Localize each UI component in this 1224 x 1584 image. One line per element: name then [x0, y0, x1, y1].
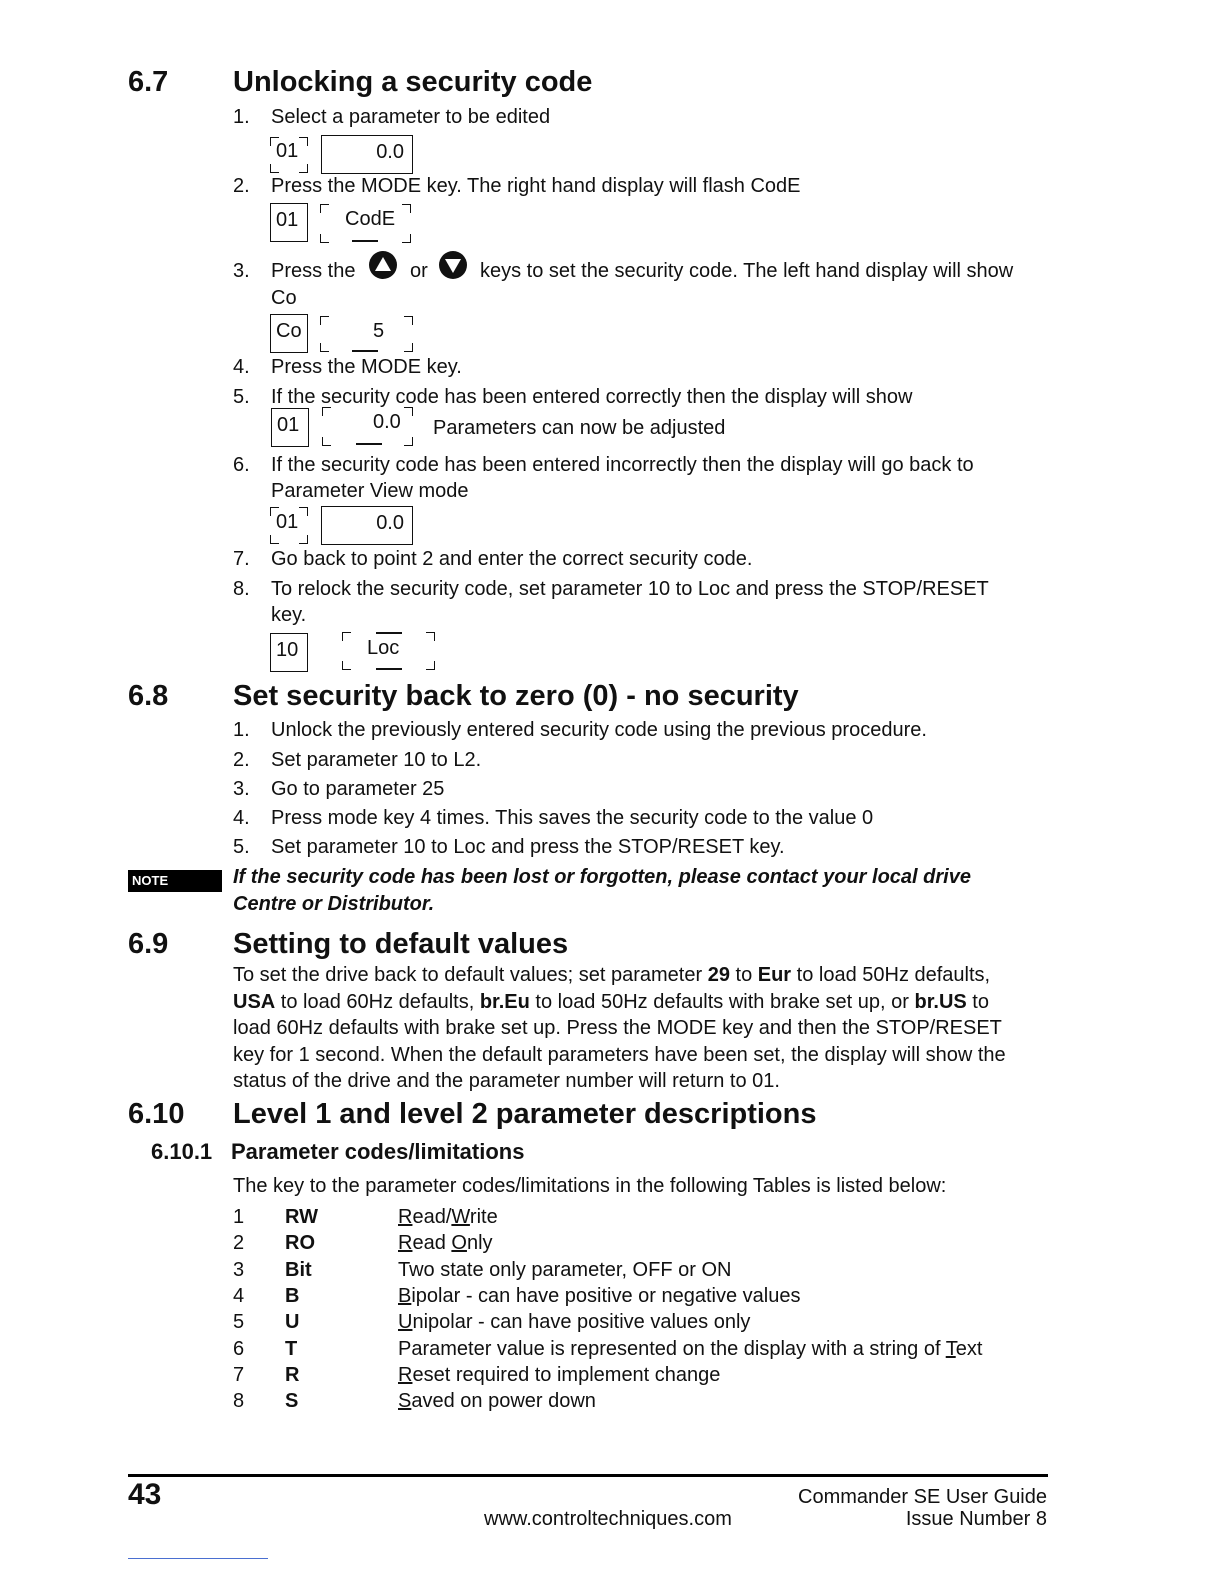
key-index: 7: [233, 1364, 245, 1386]
section-title-6-7: Unlocking a security code: [233, 66, 593, 98]
key-mnemonic-letter: W: [451, 1206, 470, 1228]
text: key for 1 second. When the default parameters have been set, the display will show the: [233, 1043, 1006, 1066]
key-mnemonic-letter: S: [398, 1390, 412, 1412]
key-code: B: [285, 1285, 300, 1307]
key-code: T: [285, 1338, 298, 1360]
step-number: 6.: [233, 454, 250, 476]
key-description: [398, 1388, 596, 1414]
key-code: S: [285, 1390, 299, 1412]
key-description-text: nly: [466, 1232, 493, 1254]
display-right: 0.0: [376, 512, 404, 534]
step-text: Go back to point 2 and enter the correct security code.: [271, 548, 753, 570]
step-number: 2.: [233, 749, 250, 771]
display-left: Co: [276, 320, 302, 342]
key-description-text: Two state only parameter, OFF or ON: [398, 1259, 732, 1281]
key-description: [398, 1230, 493, 1256]
note-badge: NOTE: [128, 870, 222, 892]
key-description: [398, 1309, 750, 1335]
display-left: 01: [277, 414, 300, 436]
step-number: 3.: [233, 778, 250, 800]
value-eur: Eur: [757, 964, 792, 986]
step-text: Press the: [271, 260, 356, 282]
step-text: Press the MODE key.: [271, 356, 462, 378]
note-line: If the security code has been lost or forgotten, please contact your local drive: [233, 866, 971, 888]
key-description-text: eset required to implement change: [412, 1364, 721, 1386]
value-usa: USA: [233, 990, 276, 1013]
text: to: [729, 964, 758, 986]
display-right-box: [321, 506, 413, 545]
subsection-number: 6.10.1: [151, 1139, 213, 1164]
key-description-text: ext: [955, 1338, 983, 1360]
key-mnemonic-letter: R: [398, 1206, 413, 1228]
link-underline: [128, 1558, 268, 1559]
display-right-box: [321, 135, 413, 174]
step-text: Press the MODE key. The right hand display will flash CodE: [271, 175, 801, 197]
key-description-text: aved on power down: [411, 1390, 596, 1412]
step-number: 1.: [233, 719, 250, 741]
section-number-6-8: 6.8: [128, 680, 169, 712]
key-description-text: ead/: [412, 1206, 452, 1228]
step-number: 4.: [233, 807, 250, 829]
key-code: RO: [285, 1232, 315, 1254]
step-text: Press mode key 4 times. This saves the security code to the value 0: [271, 807, 874, 829]
display-left-box: [270, 203, 308, 242]
step-text: Unlock the previously entered security code using the previous procedure.: [271, 719, 927, 741]
step-note: Parameters can now be adjusted: [433, 417, 726, 439]
key-description-text: Parameter value is represented on the display with a string of: [398, 1338, 946, 1360]
note-line: Centre or Distributor.: [233, 893, 435, 915]
section-number-6-9: 6.9: [128, 928, 169, 960]
text: to load 50Hz defaults with brake set up, or: [529, 990, 915, 1013]
section-title-6-8: Set security back to zero (0) - no security: [233, 680, 799, 712]
step-number: 8.: [233, 578, 250, 600]
step-text: Set parameter 10 to Loc and press the STOP/RESET key.: [271, 836, 785, 858]
step-text: Parameter View mode: [271, 480, 469, 502]
display-right: 0.0: [376, 141, 404, 163]
display-left: 01: [276, 140, 299, 162]
display-left: 10: [276, 639, 299, 661]
value-br-us: br.US: [914, 990, 967, 1013]
key-code: U: [285, 1311, 300, 1333]
display-left-box: [270, 633, 308, 672]
guide-title: Commander SE User Guide: [798, 1486, 1047, 1508]
step-number: 5.: [233, 386, 250, 408]
display-right: 5: [373, 320, 385, 342]
key-description: [398, 1336, 982, 1362]
step-text: Select a parameter to be edited: [271, 106, 551, 128]
display-right: CodE: [345, 208, 396, 230]
section-title-6-9: Setting to default values: [233, 928, 569, 960]
text: status of the drive and the parameter number will return to 01.: [233, 1070, 780, 1092]
text: To set the drive back to default values; set parameter: [233, 964, 708, 986]
key-description-text: ead: [412, 1232, 452, 1254]
key-index: 3: [233, 1259, 245, 1281]
step-text: Go to parameter 25: [271, 778, 445, 800]
key-index: 4: [233, 1285, 245, 1307]
display-left-box: [270, 314, 308, 353]
step-text: Co: [271, 287, 297, 309]
display-left: 01: [276, 209, 299, 231]
footer-rule: [128, 1474, 1048, 1477]
section-number-6-7: 6.7: [128, 66, 169, 98]
key-index: 2: [233, 1232, 245, 1254]
value-br-eu: br.Eu: [479, 990, 530, 1013]
issue-number: Issue Number 8: [905, 1508, 1047, 1530]
key-intro: The key to the parameter codes/limitations in the following Tables is listed below:: [233, 1175, 947, 1197]
key-code: Bit: [285, 1259, 312, 1281]
step-number: 7.: [233, 548, 250, 570]
key-index: 1: [233, 1206, 245, 1228]
key-mnemonic-letter: T: [945, 1338, 956, 1360]
up-arrow-key-icon: [369, 251, 397, 279]
key-code: R: [285, 1364, 300, 1386]
key-description: [398, 1362, 720, 1388]
step-text: Set parameter 10 to L2.: [271, 749, 482, 771]
key-mnemonic-letter: O: [451, 1232, 467, 1254]
step-number: 4.: [233, 356, 250, 378]
key-description: [398, 1204, 498, 1230]
text: load 60Hz defaults with brake set up. Press the MODE key and then the STOP/RESET: [233, 1017, 1002, 1039]
key-description: [398, 1257, 731, 1283]
default-values-paragraph: [233, 962, 1053, 1095]
section-number-6-10: 6.10: [128, 1098, 185, 1130]
key-index: 6: [233, 1338, 245, 1360]
key-index: 8: [233, 1390, 245, 1412]
key-description-text: ipolar - can have positive or negative values: [411, 1285, 801, 1307]
text: to load 60Hz defaults,: [275, 990, 480, 1013]
down-arrow-key-icon: [439, 251, 467, 279]
page-number: 43: [128, 1478, 162, 1511]
note-text: [233, 864, 971, 918]
website-url: www.controltechniques.com: [484, 1508, 732, 1530]
key-mnemonic-letter: B: [398, 1285, 412, 1307]
text: to load 50Hz defaults,: [791, 964, 991, 986]
param-number: 29: [707, 964, 730, 986]
step-number: 5.: [233, 836, 250, 858]
display-right: Loc: [367, 637, 400, 659]
step-text: If the security code has been entered incorrectly then the display will go back to: [271, 454, 974, 476]
display-left: 01: [276, 511, 299, 533]
text: to: [966, 990, 989, 1013]
key-mnemonic-letter: R: [398, 1364, 413, 1386]
display-right: 0.0: [373, 411, 401, 433]
step-text: To relock the security code, set parameter 10 to Loc and press the STOP/RESET: [271, 578, 989, 600]
key-description-text: nipolar - can have positive values only: [412, 1311, 751, 1333]
key-description: [398, 1283, 800, 1309]
step-number: 2.: [233, 175, 250, 197]
key-mnemonic-letter: R: [398, 1232, 413, 1254]
step-text-or: or: [410, 260, 428, 282]
key-description-text: rite: [469, 1206, 498, 1228]
step-number: 3.: [233, 260, 250, 282]
key-index: 5: [233, 1311, 245, 1333]
key-code: RW: [285, 1206, 318, 1228]
step-text: keys to set the security code. The left hand display will show: [480, 260, 1014, 282]
step-number: 1.: [233, 106, 250, 128]
step-text: If the security code has been entered correctly then the display will show: [271, 386, 913, 408]
section-title-6-10: Level 1 and level 2 parameter descriptions: [233, 1098, 817, 1130]
display-left-box: [271, 408, 309, 447]
key-mnemonic-letter: U: [398, 1311, 413, 1333]
subsection-title: Parameter codes/limitations: [231, 1139, 525, 1164]
step-text: key.: [271, 604, 307, 626]
